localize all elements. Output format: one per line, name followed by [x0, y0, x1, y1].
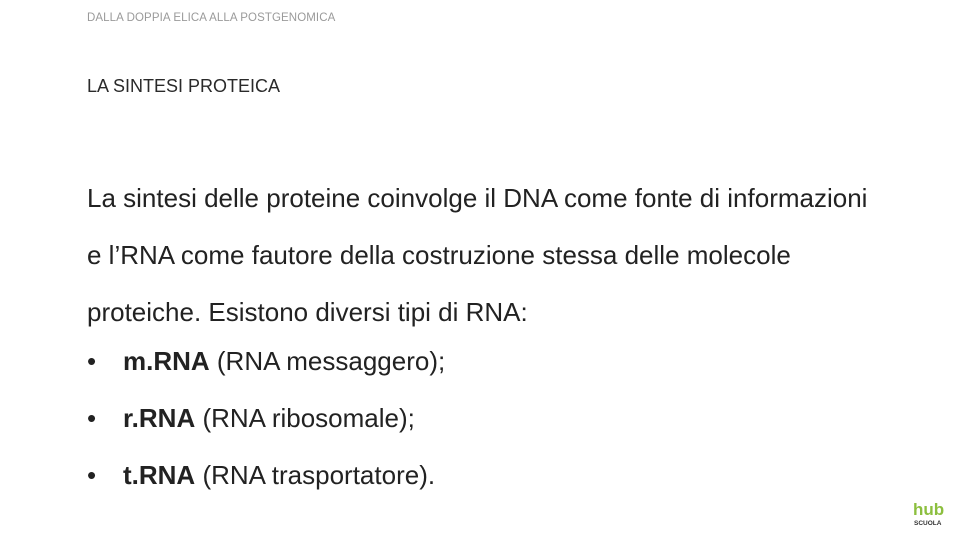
logo-scuola-text: SCUOLA — [914, 520, 942, 527]
bullet-icon: • — [87, 460, 97, 490]
list-item-trna — [87, 447, 445, 504]
intro-post: delle proteine coinvolge il DNA come fonte di informazioni e l’RNA come fautore della costruzione stessa delle molecole proteiche. Esistono diversi tipi di RNA: — [87, 183, 868, 327]
section-header: DALLA DOPPIA ELICA ALLA POSTGENOMICA — [87, 12, 336, 24]
desc-mrna: (RNA messaggero); — [209, 346, 446, 376]
intro-bold-word: sintesi — [123, 183, 197, 213]
term-trna: t.RNA — [123, 460, 196, 490]
term-rrna: r.RNA — [123, 403, 196, 433]
list-item-mrna — [87, 333, 445, 390]
desc-rrna: (RNA ribosomale); — [195, 403, 415, 433]
list-item-rrna — [87, 390, 445, 447]
intro-paragraph — [87, 170, 887, 341]
slide-title: LA SINTESI PROTEICA — [87, 76, 281, 96]
intro-pre: La — [87, 183, 124, 213]
rna-types-list — [87, 333, 445, 504]
hub-scuola-logo — [912, 498, 948, 528]
bullet-icon: • — [87, 346, 97, 376]
desc-trna: (RNA trasportatore). — [195, 460, 436, 490]
hub-scuola-logo-icon — [912, 498, 948, 528]
bullet-icon: • — [87, 403, 97, 433]
logo-hub-text: hub — [913, 500, 945, 519]
term-mrna: m.RNA — [123, 346, 210, 376]
